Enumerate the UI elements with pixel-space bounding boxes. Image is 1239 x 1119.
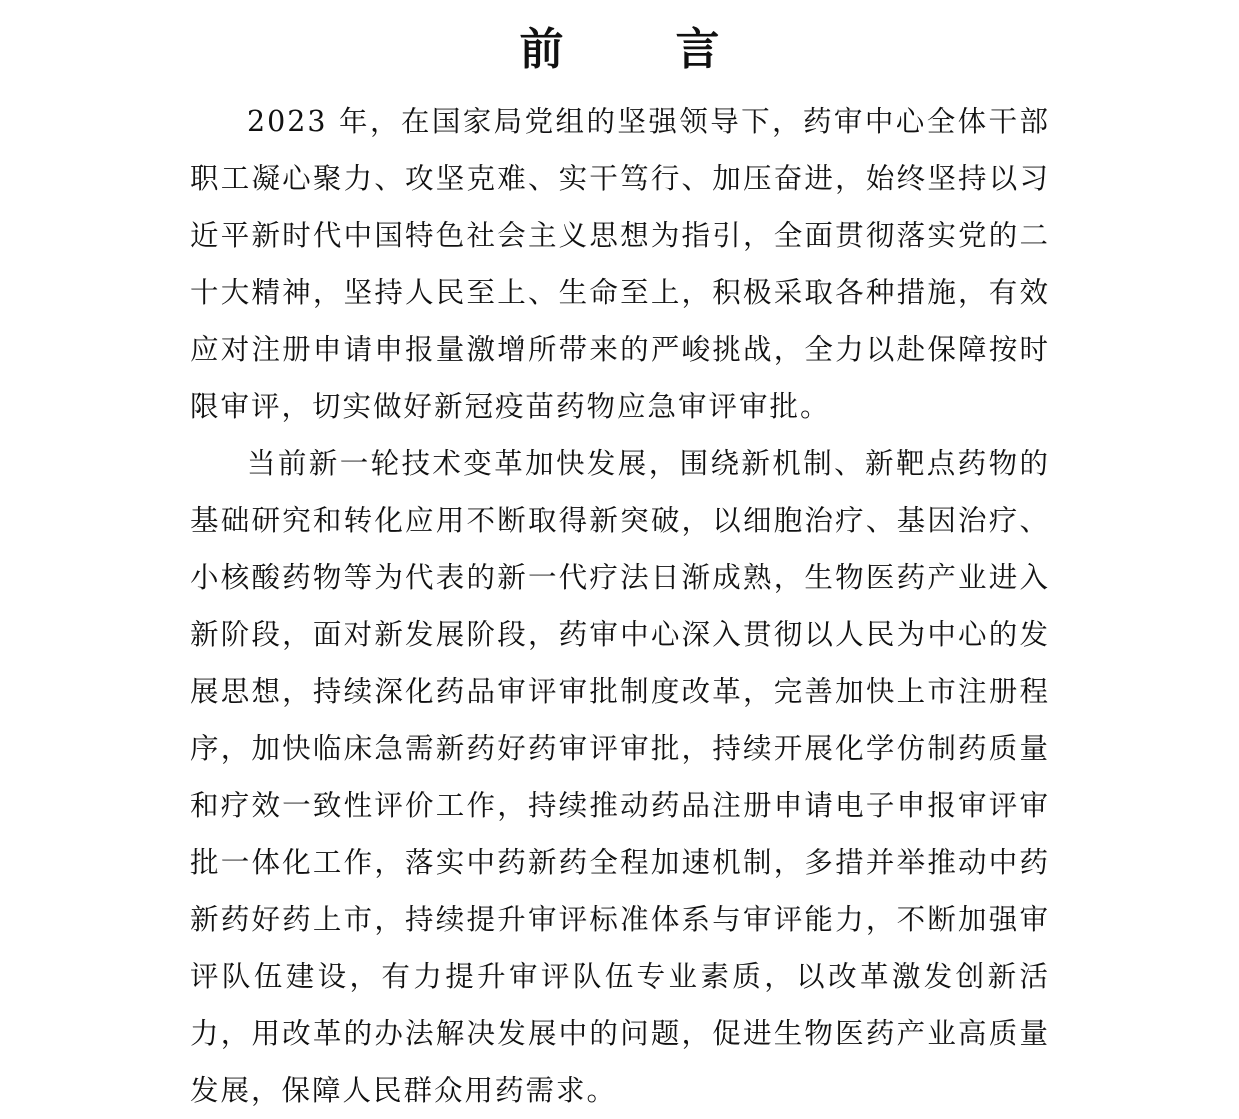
- document-body: [190, 93, 1050, 1119]
- paragraph-2: 当前新一轮技术变革加快发展，围绕新机制、新靶点药物的基础研究和转化应用不断取得新突破，以细胞治疗、基因治疗、小核酸药物等为代表的新一代疗法日渐成熟，生物医药产业进入新阶段，面对新发展阶段，药审中心深入贯彻以人民为中心的发展思想，持续深化药品审评审批制度改革，完善加快上市注册程序，加快临床急需新药好药审评审批，持续开展化学仿制药质量和疗效一致性评价工作，持续推动药品注册申请电子申报审评审批一体化工作，落实中药新药全程加速机制，多措并举推动中药新药好药上市，持续提升审评标准体系与审评能力，不断加强审评队伍建设，有力提升审评队伍专业素质，以改革激发创新活力，用改革的办法解决发展中的问题，促进生物医药产业高质量发展，保障人民群众用药需求。: [190, 447, 1050, 1107]
- page-title: 前 言: [519, 24, 754, 75]
- paragraph-1: 2023 年，在国家局党组的坚强领导下，药审中心全体干部职工凝心聚力、攻坚克难、实干笃行、加压奋进，始终坚持以习近平新时代中国特色社会主义思想为指引，全面贯彻落实党的二十大精神，坚持人民至上、生命至上，积极采取各种措施，有效应对注册申请申报量激增所带来的严峻挑战，全力以赴保障按时限审评，切实做好新冠疫苗药物应急审评审批。: [190, 105, 1050, 423]
